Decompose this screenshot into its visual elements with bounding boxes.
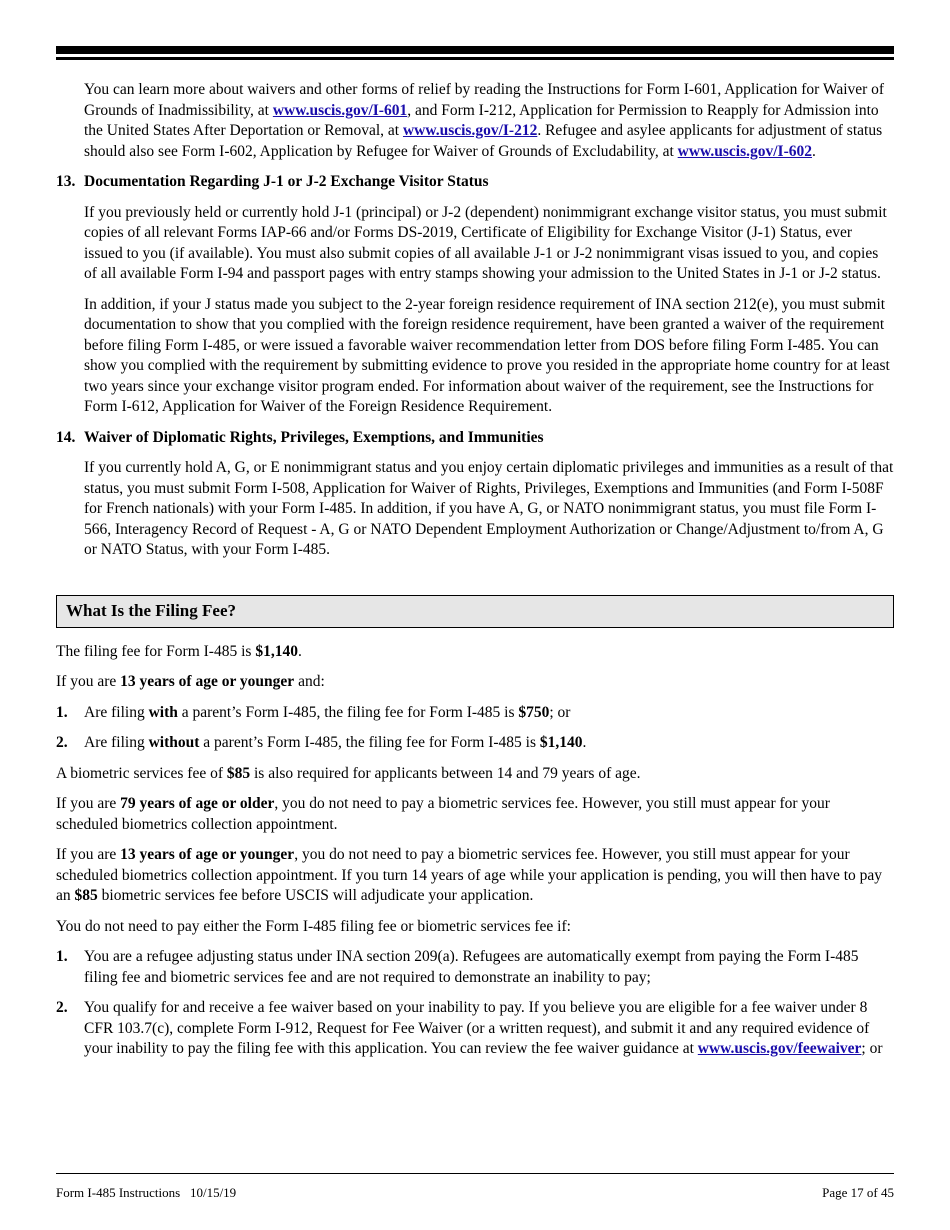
filing-fee-heading-text: What Is the Filing Fee?	[66, 600, 236, 620]
y1-e: biometric services fee before USCIS will adjudicate your application.	[97, 887, 534, 904]
fee-i2-c: a parent’s Form I-485, the filing fee for Form I-485 is	[199, 734, 540, 751]
fee-l2-age: 13 years of age or younger	[120, 673, 295, 690]
y1-a: If you are	[56, 846, 121, 863]
link-i601[interactable]: www.uscis.gov/I-601	[272, 101, 408, 119]
exempt-number-1: 1.	[56, 948, 68, 965]
no-fee-intro: You do not need to pay either the Form I-485 filing fee or biometric services fee if:	[56, 917, 571, 935]
intro-text-4: .	[812, 142, 816, 160]
bio-amount-85: $85	[226, 764, 251, 782]
top-rule-thick	[56, 46, 894, 54]
age-13-paragraph	[56, 845, 894, 907]
fee-i1-e: ; or	[549, 703, 571, 721]
item-14-number: 14.	[56, 428, 76, 446]
fee-list-number-2: 2.	[56, 734, 68, 751]
e2-b: ; or	[861, 1040, 883, 1057]
y1-age: 13 years of age or younger	[120, 846, 295, 863]
fee-line-1	[56, 642, 894, 663]
intro-paragraph	[56, 80, 894, 162]
fee-l2-end: and:	[294, 673, 325, 690]
fee-i2-a: Are filing	[84, 734, 149, 751]
page-content	[56, 80, 894, 1070]
fee-i2-without: without	[148, 734, 200, 751]
item-14-heading	[56, 428, 894, 449]
item-14-paragraph-1: If you currently hold A, G, or E nonimmigrant status and you enjoy certain diplomatic privileges and immunities as a result of that status, you must submit Form I-508, Application for Waiver of Rights, Privileges, Exemptions and Immunities (and Form I-508F for French nationals) with your Form I-485. In addition, if you have A, G, or NATO nonimmigrant status, you must file Form I-566, Interagency Record of Request - A, G or NATO Dependent Employment Authorization or Change/Adjustment to/from A, G or NATO Status, with your Form I-485.	[84, 459, 894, 558]
fee-i1-with: with	[148, 703, 178, 721]
fee-l1-end: .	[297, 642, 302, 660]
fee-list-number-1: 1.	[56, 703, 68, 721]
fee-i1-c: a parent’s Form I-485, the filing fee for Form I-485 is	[177, 703, 519, 721]
fee-l1-text: The filing fee for Form I-485 is	[56, 642, 256, 660]
item-13-heading	[56, 172, 894, 193]
item-13-paragraph-1: If you previously held or currently hold J-1 (principal) or J-2 (dependent) nonimmigrant exchange visitor status, you must submit copies of all relevant Forms IAP-66 and/or Forms DS-2019, Certificate of Eligibility for Exchange Visitor (J-1) Status, ever issued to you (if available). You must also submit copies of all available J-1 or J-2 nonimmigrant visas issued to you, and copies of all available Form I-94 and passport pages with entry stamps showing your admission to the United States in J-1 or J-2 status.	[84, 203, 887, 282]
fee-i1-a: Are filing	[84, 703, 149, 721]
e2-a: You qualify for and receive a fee waiver based on your inability to pay. If you believe you are eligible for a fee waiver under 8 CFR 103.7(c), complete Form I-912, Request for Fee Waiver (or a written request), and submit it and any required evidence of your inability to pay the filing fee with this application. You can review the fee waiver guidance at	[84, 999, 870, 1057]
o1-c: , you do not need to pay a biometric services fee. However, you still must appear for your scheduled biometrics collection appointment.	[56, 795, 830, 833]
item-13-paragraph-2: In addition, if your J status made you subject to the 2-year foreign residence requirement of INA section 212(e), you must submit documentation to show that you complied with the foreign residence requirement, have been granted a waiver of the requirement before filing Form I-485, or were issued a favorable waiver recommendation letter from DOS before filing Form I-485. You can show you complied with the requirement by submitting evidence to prove you resided in the appropriate home country for at least two years since your exchange visitor program ended. For information about waiver of the requirement, see the Instructions for Form I-612, Application for Waiver of the Foreign Residence Requirement.	[84, 295, 890, 415]
fee-i2-e: .	[582, 734, 587, 751]
y1-c: , you do not need to pay a biometric services fee. However, you still must appear for your scheduled biometrics collection appointment. If you turn 14 years of age while your application is pending, you will then have to pay an	[56, 846, 883, 904]
intro-text-3: . Refugee and asylee applicants for adjustment of status should also see Form I-602, Application by Refugee for Waiver of Grounds of Excludability, at	[84, 122, 883, 160]
link-feewaiver[interactable]: www.uscis.gov/feewaiver	[697, 1040, 862, 1057]
fee-amount-750: $750	[518, 703, 550, 721]
fee-list-text-2	[84, 733, 894, 754]
exempt-text-1: You are a refugee adjusting status under INA section 209(a). Refugees are automatically exempt from paying the Form I-485 filing fee and biometric services fee and are not required to demonstrate an inability to pay;	[84, 948, 859, 986]
fee-list-item-1	[56, 703, 894, 724]
exempt-text-2	[84, 998, 894, 1060]
bio-a: A biometric services fee of	[56, 764, 227, 782]
fee-amount-1140: $1,140	[255, 642, 298, 660]
exempt-number-2: 2.	[56, 999, 68, 1016]
item-14-title: Waiver of Diplomatic Rights, Privileges, Exemptions, and Immunities	[84, 428, 544, 446]
intro-text-2: , and Form I-212, Application for Permission to Reapply for Admission into the United States After Deportation or Removal, at	[84, 101, 879, 139]
item-13-title: Documentation Regarding J-1 or J-2 Exchange Visitor Status	[84, 173, 489, 190]
fee-l2-text: If you are	[56, 673, 121, 690]
footer-rule	[56, 1173, 894, 1174]
link-i602[interactable]: www.uscis.gov/I-602	[677, 142, 813, 160]
exempt-list-item-2	[56, 998, 894, 1060]
age-79-paragraph	[56, 794, 894, 835]
fee-line-2	[56, 672, 894, 693]
footer-form-id: Form I-485 Instructions 10/15/19	[56, 1185, 237, 1200]
footer-page-number: Page 17 of 45	[822, 1185, 894, 1200]
biometric-fee-line	[56, 764, 894, 785]
filing-fee-section-heading	[56, 595, 894, 628]
o1-a: If you are	[56, 795, 121, 812]
item-13-number: 13.	[56, 173, 76, 190]
fee-list-text-1	[84, 703, 894, 724]
bio-c: is also required for applicants between 14 and 79 years of age.	[250, 764, 641, 782]
top-rule-thin	[56, 57, 894, 60]
link-i212[interactable]: www.uscis.gov/I-212	[402, 122, 538, 139]
fee-list-item-2	[56, 733, 894, 754]
o1-age: 79 years of age or older	[120, 795, 275, 812]
intro-text-1: You can learn more about waivers and other forms of relief by reading the Instructions for Form I-601, Application for Waiver of Grounds of Inadmissibility, at	[84, 81, 885, 119]
fee-i2-amount: $1,140	[539, 734, 583, 751]
exempt-list-item-1	[56, 947, 894, 988]
y1-amount-85: $85	[74, 887, 98, 904]
